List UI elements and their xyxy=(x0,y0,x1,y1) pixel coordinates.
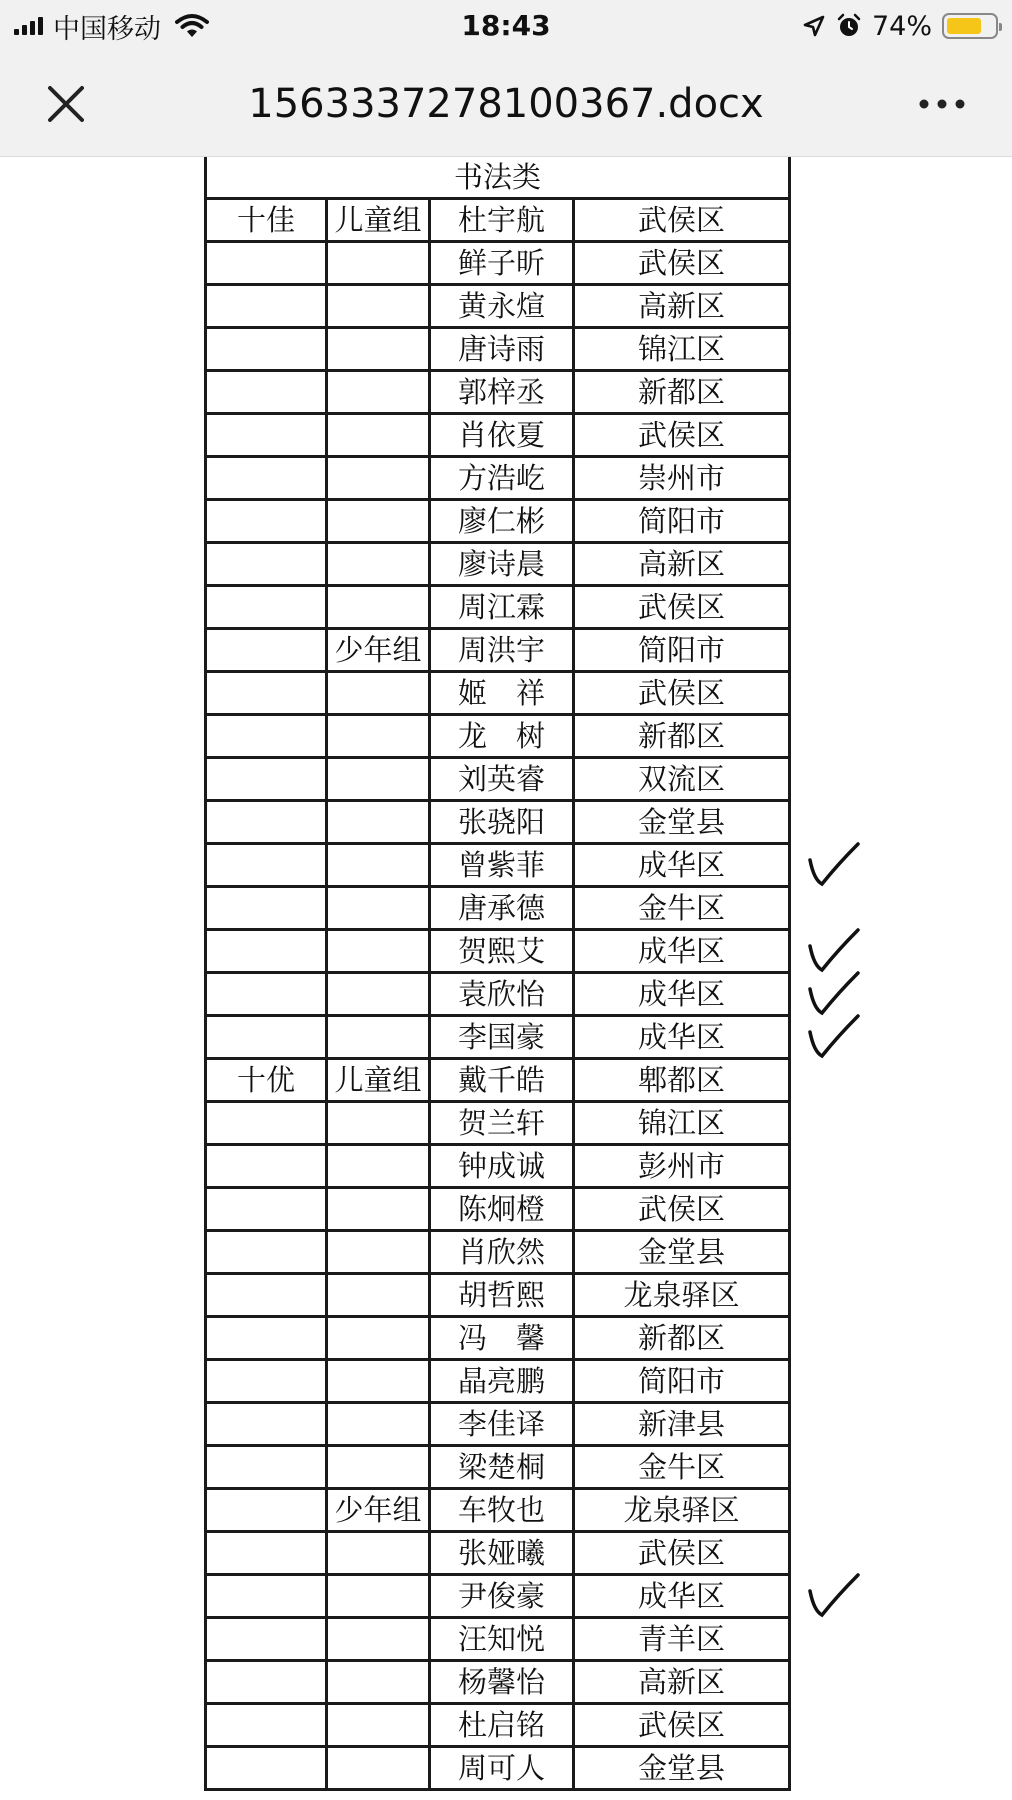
award-cell xyxy=(204,458,328,498)
award-cell xyxy=(204,1705,328,1745)
table-row xyxy=(204,1318,791,1361)
table-row xyxy=(204,845,791,888)
name-cell: 尹俊豪 xyxy=(431,1576,575,1616)
award-cell xyxy=(204,415,328,455)
name-cell: 周可人 xyxy=(431,1748,575,1788)
table-row xyxy=(204,1060,791,1103)
award-cell xyxy=(204,1361,328,1401)
award-cell xyxy=(204,630,328,670)
table-row xyxy=(204,630,791,673)
battery-icon xyxy=(942,13,998,39)
group-cell xyxy=(328,587,431,627)
award-cell xyxy=(204,286,328,326)
award-cell xyxy=(204,1017,328,1057)
district-cell: 高新区 xyxy=(575,1662,791,1702)
district-cell: 金堂县 xyxy=(575,1748,791,1788)
district-cell: 简阳市 xyxy=(575,630,791,670)
district-cell: 武侯区 xyxy=(575,1705,791,1745)
award-cell xyxy=(204,974,328,1014)
district-cell: 双流区 xyxy=(575,759,791,799)
award-cell xyxy=(204,931,328,971)
group-cell xyxy=(328,1662,431,1702)
district-cell: 高新区 xyxy=(575,286,791,326)
table-row xyxy=(204,1146,791,1189)
name-cell: 贺兰轩 xyxy=(431,1103,575,1143)
name-cell: 梁楚桐 xyxy=(431,1447,575,1487)
group-cell xyxy=(328,888,431,928)
table-row xyxy=(204,1103,791,1146)
district-cell: 锦江区 xyxy=(575,329,791,369)
name-cell: 廖仁彬 xyxy=(431,501,575,541)
name-cell: 张娅曦 xyxy=(431,1533,575,1573)
district-cell: 武侯区 xyxy=(575,1533,791,1573)
table-row xyxy=(204,802,791,845)
district-cell: 新津县 xyxy=(575,1404,791,1444)
name-cell: 李国豪 xyxy=(431,1017,575,1057)
group-cell xyxy=(328,1318,431,1358)
table-row xyxy=(204,888,791,931)
name-cell: 贺熙艾 xyxy=(431,931,575,971)
name-cell: 唐承德 xyxy=(431,888,575,928)
checkmark-mark xyxy=(810,1575,858,1615)
table-row xyxy=(204,243,791,286)
checkmark-mark xyxy=(810,1016,858,1056)
district-cell: 成华区 xyxy=(575,1017,791,1057)
table-row xyxy=(204,501,791,544)
district-cell: 金堂县 xyxy=(575,1232,791,1272)
table-row xyxy=(204,1490,791,1533)
award-cell xyxy=(204,544,328,584)
group-cell xyxy=(328,415,431,455)
group-cell xyxy=(328,1619,431,1659)
table-row xyxy=(204,759,791,802)
table-row xyxy=(204,1232,791,1275)
status-time: 18:43 xyxy=(461,9,551,42)
name-cell: 方浩屹 xyxy=(431,458,575,498)
group-cell xyxy=(328,1404,431,1444)
table-row xyxy=(204,1275,791,1318)
award-cell xyxy=(204,372,328,412)
table-row xyxy=(204,716,791,759)
district-cell: 郫都区 xyxy=(575,1060,791,1100)
group-cell: 儿童组 xyxy=(328,1060,431,1100)
district-cell: 金牛区 xyxy=(575,1447,791,1487)
table-row xyxy=(204,1017,791,1060)
district-cell: 崇州市 xyxy=(575,458,791,498)
group-cell xyxy=(328,1146,431,1186)
table-row xyxy=(204,329,791,372)
district-cell: 金堂县 xyxy=(575,802,791,842)
table-row xyxy=(204,587,791,630)
name-cell: 肖欣然 xyxy=(431,1232,575,1272)
award-cell xyxy=(204,1490,328,1530)
group-cell xyxy=(328,931,431,971)
document-viewer[interactable] xyxy=(0,157,1012,1800)
table-row xyxy=(204,1447,791,1490)
table-row xyxy=(204,1748,791,1791)
document-title: 1563337278100367.docx xyxy=(248,81,764,127)
district-cell: 高新区 xyxy=(575,544,791,584)
name-cell: 唐诗雨 xyxy=(431,329,575,369)
more-icon xyxy=(916,82,968,126)
group-cell xyxy=(328,372,431,412)
district-cell: 武侯区 xyxy=(575,200,791,240)
table-header-row xyxy=(204,157,791,200)
district-cell: 简阳市 xyxy=(575,1361,791,1401)
table-row xyxy=(204,1533,791,1576)
district-cell: 青羊区 xyxy=(575,1619,791,1659)
group-cell xyxy=(328,1361,431,1401)
district-cell: 新都区 xyxy=(575,1318,791,1358)
award-cell xyxy=(204,501,328,541)
status-bar xyxy=(0,0,1012,52)
battery-percent: 74% xyxy=(871,10,932,42)
group-cell xyxy=(328,1103,431,1143)
district-cell: 锦江区 xyxy=(575,1103,791,1143)
checkmark-mark xyxy=(810,973,858,1013)
table-row xyxy=(204,200,791,243)
carrier-label: 中国移动 xyxy=(53,13,161,45)
name-cell: 杜启铭 xyxy=(431,1705,575,1745)
group-cell xyxy=(328,1189,431,1229)
document-nav-bar xyxy=(0,52,1012,157)
district-cell: 武侯区 xyxy=(575,415,791,455)
table-row xyxy=(204,1662,791,1705)
table-row xyxy=(204,372,791,415)
group-cell xyxy=(328,1576,431,1616)
group-cell xyxy=(328,716,431,756)
group-cell xyxy=(328,458,431,498)
award-cell xyxy=(204,1232,328,1272)
award-cell xyxy=(204,329,328,369)
name-cell: 晶亮鹏 xyxy=(431,1361,575,1401)
award-cell xyxy=(204,759,328,799)
award-cell xyxy=(204,1619,328,1659)
district-cell: 新都区 xyxy=(575,372,791,412)
award-cell xyxy=(204,716,328,756)
district-cell: 武侯区 xyxy=(575,243,791,283)
table-row xyxy=(204,415,791,458)
name-cell: 胡哲熙 xyxy=(431,1275,575,1315)
award-cell xyxy=(204,802,328,842)
name-cell: 黄永煊 xyxy=(431,286,575,326)
name-cell: 戴千皓 xyxy=(431,1060,575,1100)
name-cell: 车牧也 xyxy=(431,1490,575,1530)
award-cell xyxy=(204,587,328,627)
group-cell xyxy=(328,1533,431,1573)
district-cell: 简阳市 xyxy=(575,501,791,541)
group-cell: 少年组 xyxy=(328,630,431,670)
district-cell: 金牛区 xyxy=(575,888,791,928)
table-row xyxy=(204,1361,791,1404)
table-row xyxy=(204,1576,791,1619)
name-cell: 周洪宇 xyxy=(431,630,575,670)
name-cell: 周江霖 xyxy=(431,587,575,627)
group-cell xyxy=(328,1017,431,1057)
district-cell: 武侯区 xyxy=(575,587,791,627)
group-cell xyxy=(328,286,431,326)
award-cell xyxy=(204,243,328,283)
name-cell: 鲜子昕 xyxy=(431,243,575,283)
section-title: 书法类 xyxy=(204,157,791,197)
district-cell: 龙泉驿区 xyxy=(575,1490,791,1530)
table-row xyxy=(204,974,791,1017)
name-cell: 冯 馨 xyxy=(431,1318,575,1358)
award-cell xyxy=(204,1146,328,1186)
alarm-icon xyxy=(836,13,862,39)
award-cell xyxy=(204,673,328,713)
district-cell: 成华区 xyxy=(575,931,791,971)
group-cell xyxy=(328,1447,431,1487)
checkmark-mark xyxy=(810,844,858,884)
award-cell xyxy=(204,1662,328,1702)
district-cell: 新都区 xyxy=(575,716,791,756)
name-cell: 刘英睿 xyxy=(431,759,575,799)
name-cell: 汪知悦 xyxy=(431,1619,575,1659)
group-cell: 少年组 xyxy=(328,1490,431,1530)
table-row xyxy=(204,1705,791,1748)
award-cell xyxy=(204,1748,328,1788)
group-cell xyxy=(328,1705,431,1745)
name-cell: 杨馨怡 xyxy=(431,1662,575,1702)
name-cell: 杜宇航 xyxy=(431,200,575,240)
award-cell xyxy=(204,888,328,928)
award-cell: 十优 xyxy=(204,1060,328,1100)
name-cell: 姬 祥 xyxy=(431,673,575,713)
award-cell xyxy=(204,1103,328,1143)
table-row xyxy=(204,673,791,716)
award-cell xyxy=(204,1404,328,1444)
group-cell xyxy=(328,974,431,1014)
table-row xyxy=(204,458,791,501)
name-cell: 钟成诚 xyxy=(431,1146,575,1186)
group-cell xyxy=(328,1275,431,1315)
table-row xyxy=(204,544,791,587)
group-cell xyxy=(328,673,431,713)
group-cell xyxy=(328,501,431,541)
district-cell: 成华区 xyxy=(575,1576,791,1616)
name-cell: 郭梓丞 xyxy=(431,372,575,412)
district-cell: 成华区 xyxy=(575,974,791,1014)
award-table xyxy=(204,157,791,1791)
award-cell: 十佳 xyxy=(204,200,328,240)
table-row xyxy=(204,1404,791,1447)
location-arrow-icon xyxy=(802,14,826,38)
name-cell: 张骁阳 xyxy=(431,802,575,842)
name-cell: 曾紫菲 xyxy=(431,845,575,885)
table-row xyxy=(204,1619,791,1662)
district-cell: 彭州市 xyxy=(575,1146,791,1186)
award-cell xyxy=(204,1447,328,1487)
award-cell xyxy=(204,1533,328,1573)
name-cell: 李佳译 xyxy=(431,1404,575,1444)
group-cell xyxy=(328,329,431,369)
name-cell: 袁欣怡 xyxy=(431,974,575,1014)
district-cell: 武侯区 xyxy=(575,673,791,713)
name-cell: 龙 树 xyxy=(431,716,575,756)
group-cell xyxy=(328,243,431,283)
district-cell: 龙泉驿区 xyxy=(575,1275,791,1315)
table-row xyxy=(204,1189,791,1232)
district-cell: 武侯区 xyxy=(575,1189,791,1229)
battery-fill xyxy=(947,18,981,34)
group-cell xyxy=(328,802,431,842)
name-cell: 廖诗晨 xyxy=(431,544,575,584)
group-cell xyxy=(328,1748,431,1788)
award-cell xyxy=(204,1576,328,1616)
award-cell xyxy=(204,1318,328,1358)
district-cell: 成华区 xyxy=(575,845,791,885)
group-cell xyxy=(328,759,431,799)
group-cell xyxy=(328,1232,431,1272)
table-row xyxy=(204,286,791,329)
table-row xyxy=(204,931,791,974)
more-button[interactable] xyxy=(916,82,968,126)
award-cell xyxy=(204,1275,328,1315)
checkmark-mark xyxy=(810,930,858,970)
name-cell: 陈炯橙 xyxy=(431,1189,575,1229)
name-cell: 肖依夏 xyxy=(431,415,575,455)
award-cell xyxy=(204,845,328,885)
award-cell xyxy=(204,1189,328,1229)
status-right xyxy=(802,8,998,44)
group-cell: 儿童组 xyxy=(328,200,431,240)
group-cell xyxy=(328,845,431,885)
group-cell xyxy=(328,544,431,584)
